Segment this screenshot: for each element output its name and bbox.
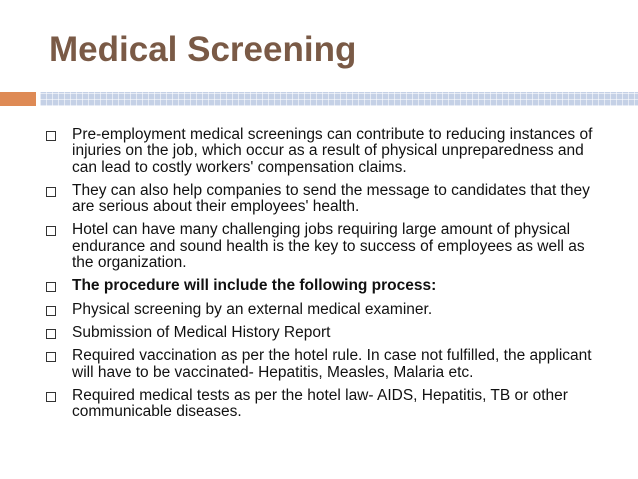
bullet-text: They can also help companies to send the message to candidates that they are serious about their employees' health. bbox=[72, 181, 590, 216]
bullet-text: Required medical tests as per the hotel law- AIDS, Hepatitis, TB or other communicable diseases. bbox=[72, 386, 568, 421]
bullet-item bbox=[46, 278, 606, 294]
bullet-item bbox=[46, 302, 606, 318]
accent-bar bbox=[0, 92, 36, 106]
bullet-list bbox=[46, 127, 606, 427]
bullet-item bbox=[46, 127, 606, 176]
bullet-item bbox=[46, 388, 606, 421]
bullet-item bbox=[46, 348, 606, 381]
bullet-item bbox=[46, 222, 606, 271]
slide-title: Medical Screening bbox=[49, 30, 357, 69]
bullet-text-bold: The procedure will include the following process: bbox=[72, 277, 437, 295]
bullet-text: Hotel can have many challenging jobs requiring large amount of physical endurance and sound health is the key to success of employees as well as the organization. bbox=[72, 221, 585, 272]
bullet-item bbox=[46, 325, 606, 341]
square-bullet-icon bbox=[46, 187, 56, 197]
square-bullet-icon bbox=[46, 329, 56, 339]
square-bullet-icon bbox=[46, 352, 56, 362]
bullet-text: Submission of Medical History Report bbox=[72, 323, 331, 341]
square-bullet-icon bbox=[46, 226, 56, 236]
bullet-text: Pre-employment medical screenings can contribute to reducing instances of injuries on the job, which occur as a result of physical unpreparedness and can lead to costly workers' compensation claims. bbox=[72, 126, 593, 176]
bullet-text: Physical screening by an external medical examiner. bbox=[72, 300, 433, 318]
pattern-bar bbox=[40, 92, 638, 106]
square-bullet-icon bbox=[46, 282, 56, 292]
square-bullet-icon bbox=[46, 131, 56, 141]
bullet-item bbox=[46, 183, 606, 216]
bullet-text: Required vaccination as per the hotel rule. In case not fulfilled, the applicant will have to be vaccinated- Hepatitis, Measles, Malaria etc. bbox=[72, 347, 592, 381]
square-bullet-icon bbox=[46, 392, 56, 402]
square-bullet-icon bbox=[46, 306, 56, 316]
